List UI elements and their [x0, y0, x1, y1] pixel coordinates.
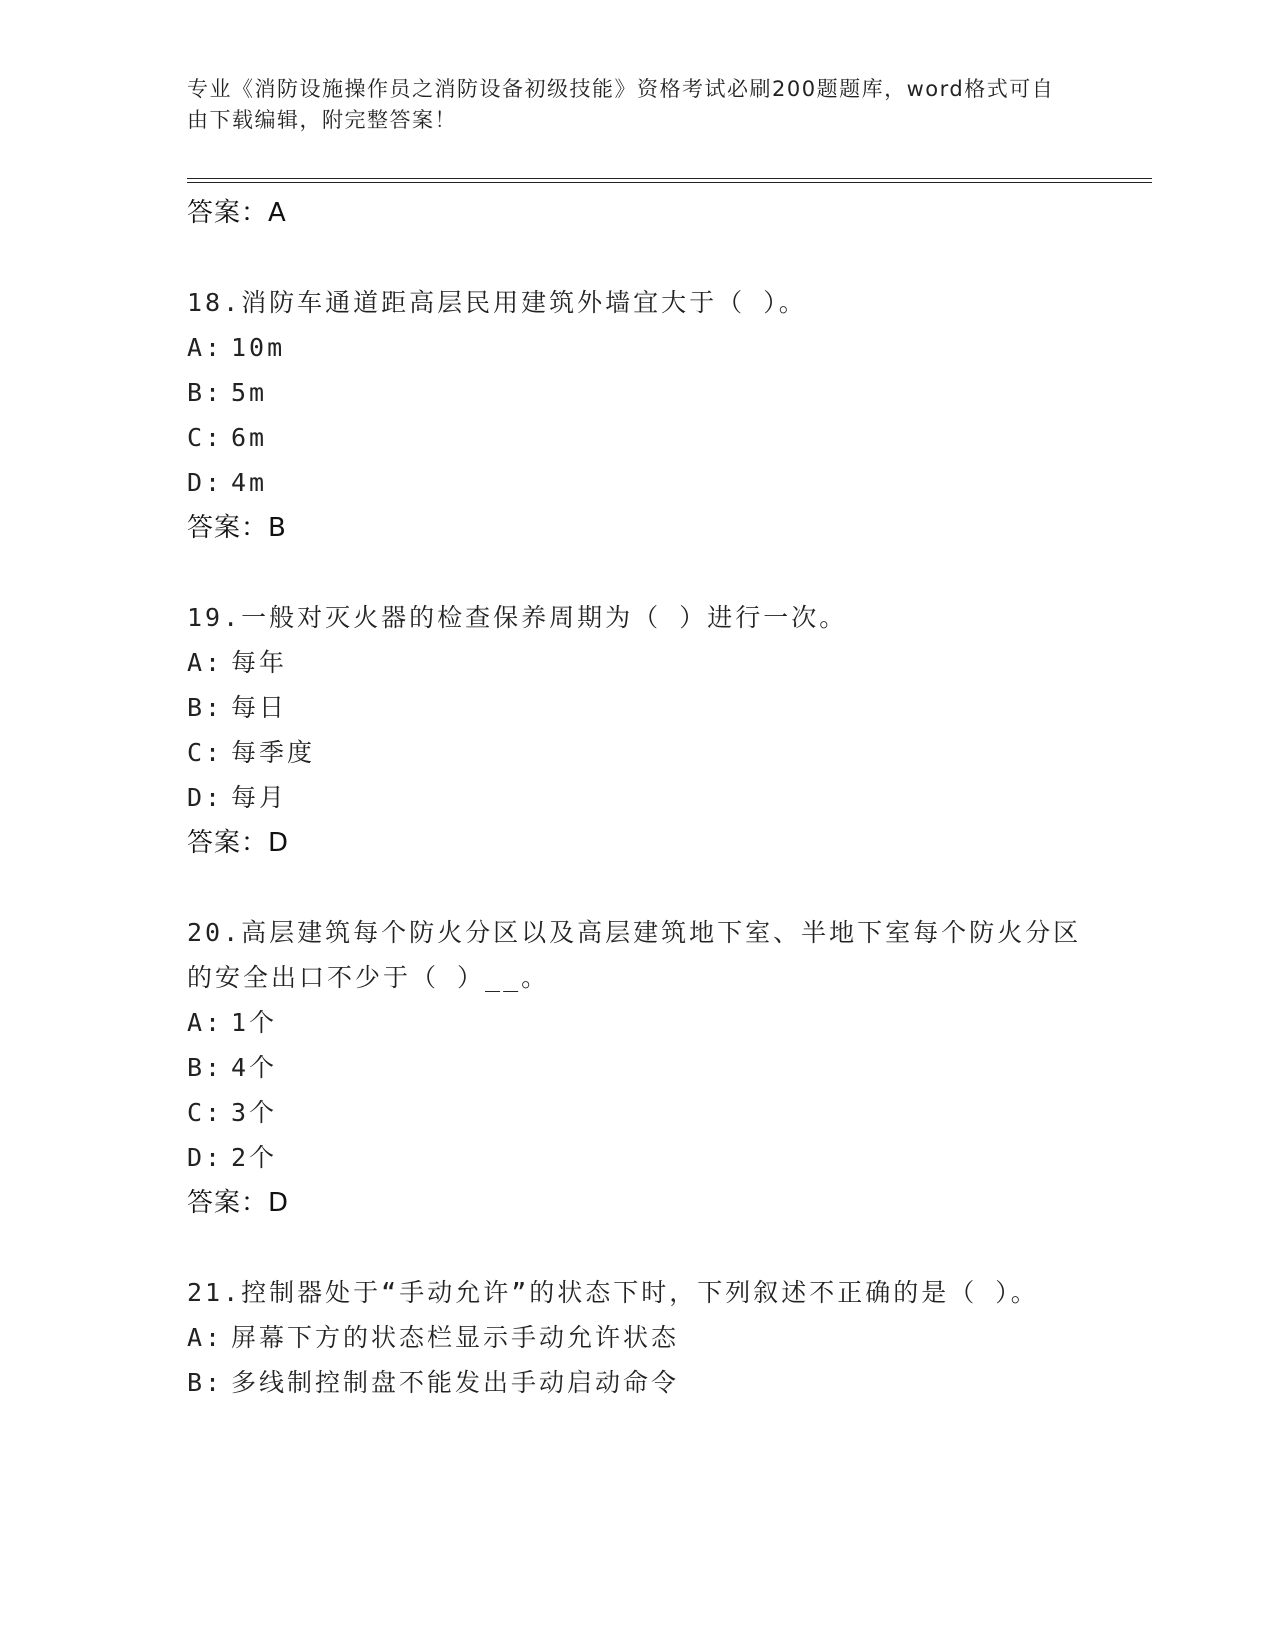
option-letter: B:: [187, 693, 224, 722]
option-text: 10m: [231, 333, 286, 362]
option-letter: A:: [187, 1008, 224, 1037]
option-c: [187, 415, 1087, 460]
option-letter: C:: [187, 423, 224, 452]
option-d: [187, 775, 1087, 820]
option-text: 每月: [231, 783, 288, 812]
question-stem: 21.控制器处于“手动允许”的状态下时，下列叙述不正确的是（ ）。: [187, 1278, 1039, 1307]
option-text: 5m: [231, 378, 268, 407]
question-stem: 18.消防车通道距高层民用建筑外墙宜大于（ ）。: [187, 288, 807, 317]
option-c: [187, 730, 1087, 775]
document-header: 专业《消防设施操作员之消防设备初级技能》资格考试必刷200题题库，word格式可自由下载编辑，附完整答案！: [187, 77, 1055, 132]
option-text: 4m: [231, 468, 268, 497]
option-letter: C:: [187, 738, 224, 767]
question-item: [187, 910, 1087, 1226]
answer-line: 答案：D: [187, 828, 290, 858]
question-stem: 20.高层建筑每个防火分区以及高层建筑地下室、半地下室每个防火分区的安全出口不少于（ ）__。: [187, 918, 1082, 992]
option-b: [187, 1045, 1087, 1090]
answer-line: 答案：B: [187, 513, 287, 543]
answer-line: 答案：D: [187, 1188, 290, 1218]
option-letter: D:: [187, 468, 224, 497]
option-text: 每季度: [231, 738, 316, 767]
answer-line: 答案：A: [187, 198, 287, 228]
option-d: [187, 1135, 1087, 1180]
option-a: [187, 325, 1087, 370]
option-text: 4个: [231, 1053, 278, 1082]
option-text: 每年: [231, 648, 288, 677]
option-text: 6m: [231, 423, 268, 452]
option-d: [187, 460, 1087, 505]
question-item: [187, 280, 1087, 551]
option-letter: A:: [187, 333, 224, 362]
option-a: [187, 1315, 1087, 1360]
header-rule-bottom: [187, 182, 1152, 183]
option-a: [187, 1000, 1087, 1045]
option-letter: D:: [187, 783, 224, 812]
option-text: 1个: [231, 1008, 278, 1037]
option-text: 屏幕下方的状态栏显示手动允许状态: [231, 1323, 680, 1352]
option-text: 3个: [231, 1098, 278, 1127]
option-b: [187, 685, 1087, 730]
question-stem: 19.一般对灭火器的检查保养周期为（ ）进行一次。: [187, 603, 848, 632]
option-text: 2个: [231, 1143, 278, 1172]
option-b: [187, 370, 1087, 415]
header-rule-top: [187, 178, 1152, 179]
question-item: [187, 595, 1087, 866]
option-text: 每日: [231, 693, 288, 722]
option-letter: A:: [187, 648, 224, 677]
question-item: [187, 1270, 1087, 1405]
question-list: [187, 190, 1087, 1405]
option-a: [187, 640, 1087, 685]
option-letter: B:: [187, 1368, 224, 1397]
option-c: [187, 1090, 1087, 1135]
option-text: 多线制控制盘不能发出手动启动命令: [231, 1368, 680, 1397]
option-letter: B:: [187, 378, 224, 407]
option-letter: B:: [187, 1053, 224, 1082]
option-letter: D:: [187, 1143, 224, 1172]
option-letter: C:: [187, 1098, 224, 1127]
option-letter: A:: [187, 1323, 224, 1352]
option-b: [187, 1360, 1087, 1405]
